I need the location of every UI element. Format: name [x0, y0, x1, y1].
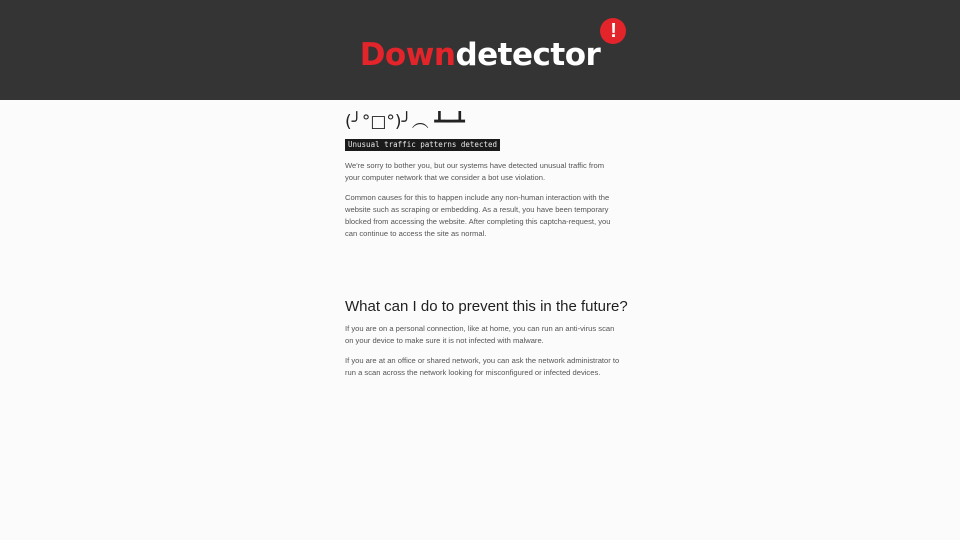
downdetector-logo[interactable]: [359, 19, 617, 73]
prevent-section-title: What can I do to prevent this in the future?: [345, 298, 628, 315]
table-flip-kaomoji: (╯°□°)╯︵ ┻━┻: [345, 112, 465, 132]
logo-detector-text: detector: [455, 36, 601, 73]
intro-paragraph: We're sorry to bother you, but our systems have detected unusual traffic from your computer network that we consider a bot use violation.: [345, 161, 605, 182]
site-header: [0, 0, 960, 100]
error-code-badge: Unusual traffic patterns detected: [345, 139, 500, 151]
logo-down-text: Down: [359, 36, 456, 73]
main-content: [345, 110, 628, 379]
prevent-paragraph: If you are at an office or shared network, you can ask the network administrator to run a scan across the network looking for misconfigured or infected devices.: [345, 356, 620, 377]
prevent-paragraph: If you are on a personal connection, like at home, you can run an anti-virus scan on your device to make sure it is not infected with malware.: [345, 324, 615, 345]
intro-paragraph: Common causes for this to happen include any non-human interaction with the website such as scraping or embedding. As a result, you have been temporary blocked from accessing the website. After completing this captcha-request, you can continue to access the site as normal.: [345, 193, 611, 238]
exclamation-icon: !: [600, 18, 626, 44]
page-body: [0, 100, 960, 540]
